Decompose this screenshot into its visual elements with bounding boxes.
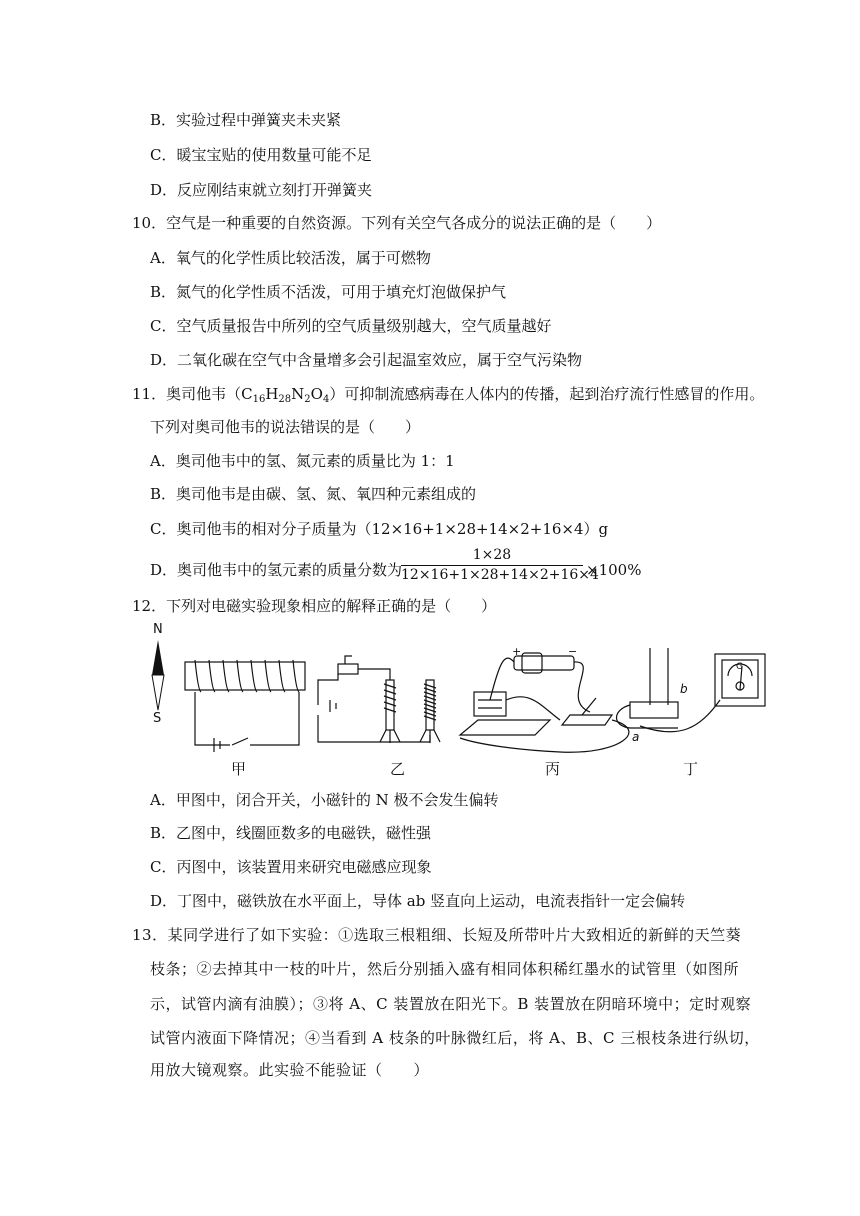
q12-option-b: B．乙图中，线圈匝数多的电磁铁，磁性强	[150, 824, 432, 842]
q10-option-d: D．二氧化碳在空气中含量增多会引起温室效应，属于空气污染物	[150, 351, 583, 369]
q11-option-d-percent: ×100%	[586, 561, 642, 579]
q10-option-c: C．空气质量报告中所列的空气质量级别越大，空气质量越好	[150, 317, 552, 335]
figure-label-yi: 乙	[390, 760, 406, 778]
q12-option-c: C．丙图中，该装置用来研究电磁感应现象	[150, 858, 432, 876]
solenoid-jia	[185, 660, 305, 752]
compass-label-s: S	[153, 711, 162, 726]
q10-option-b: B．氮气的化学性质不活泼，可用于填充灯泡做保护气	[150, 283, 507, 301]
q11-option-d: D．奥司他韦中的氢元素的质量分数为	[150, 561, 403, 579]
q11-stem: 11．奥司他韦$(C_{16}H_{28}N_2O_4)$可抑制流感病毒在人体内的传播，起到治疗流行性感冒的作用。	[132, 385, 765, 405]
q11-option-a: A．奥司他韦中的氢、氮元素的质量比为 1：1	[150, 452, 455, 470]
figure-label-ding: 丁	[683, 760, 699, 778]
q11-stem-line2: 下列对奥司他韦的说法错误的是（ ）	[150, 418, 421, 436]
q13-line2: 枝条；②去掉其中一枝的叶片，然后分别插入盛有相同体积稀红墨水的试管里（如图所	[150, 960, 740, 978]
conductor-label-b: b	[680, 682, 688, 696]
q12-option-a: A．甲图中，闭合开关，小磁针的 N 极不会发生偏转	[150, 791, 499, 809]
q9-option-c: C．暖宝宝贴的使用数量可能不足	[150, 146, 372, 164]
galvanometer-label: G	[736, 662, 743, 672]
q13-line3: 示，试管内滴有油膜）；③将 A、C 装置放在阳光下。B 装置放在阴暗环境中；定时观察	[150, 995, 752, 1013]
q9-option-d: D．反应刚结束就立刻打开弹簧夹	[150, 181, 373, 199]
q10-option-a: A．氧气的化学性质比较活泼，属于可燃物	[150, 249, 431, 267]
compass-label-n: N	[153, 622, 163, 637]
q10-stem: 10．空气是一种重要的自然资源。下列有关空气各成分的说法正确的是（ ）	[132, 214, 662, 232]
induction-apparatus-ding	[617, 648, 766, 732]
q9-option-b: B．实验过程中弹簧夹未夹紧	[150, 111, 342, 129]
q11-option-c: C．奥司他韦的相对分子质量为（12×16+1×28+14×2+16×4）g	[150, 520, 609, 538]
battery-plus-label: +	[512, 645, 522, 658]
figure-label-bing: 丙	[545, 760, 561, 778]
fraction-numerator: 1×28	[472, 547, 512, 563]
figure-label-jia: 甲	[231, 760, 247, 778]
q11-option-b: B．奥司他韦是由碳、氢、氮、氧四种元素组成的	[150, 485, 477, 503]
q13-line1: 13．某同学进行了如下实验：①选取三根粗细、长短及所带叶片大致相近的新鲜的天竺葵	[132, 926, 742, 944]
battery-minus-label: −	[568, 645, 578, 658]
q12-option-d: D．丁图中，磁铁放在水平面上，导体 ab 竖直向上运动，电流表指针一定会偏转	[150, 892, 686, 910]
conductor-label-a: a	[632, 730, 640, 744]
q13-line4: 试管内液面下降情况；④当看到 A 枝条的叶脉微红后，将 A、B、C 三根枝条进行纵切，	[150, 1029, 760, 1047]
motor-apparatus-bing	[460, 653, 629, 752]
q13-line5: 用放大镜观察。此实验不能验证（ ）	[150, 1061, 430, 1079]
compass-needle	[152, 640, 164, 710]
q12-stem: 12．下列对电磁实验现象相应的解释正确的是（ ）	[132, 597, 497, 615]
fraction-denominator: 12×16+1×28+14×2+16×4	[401, 567, 599, 583]
electromagnets-yi	[318, 656, 440, 743]
